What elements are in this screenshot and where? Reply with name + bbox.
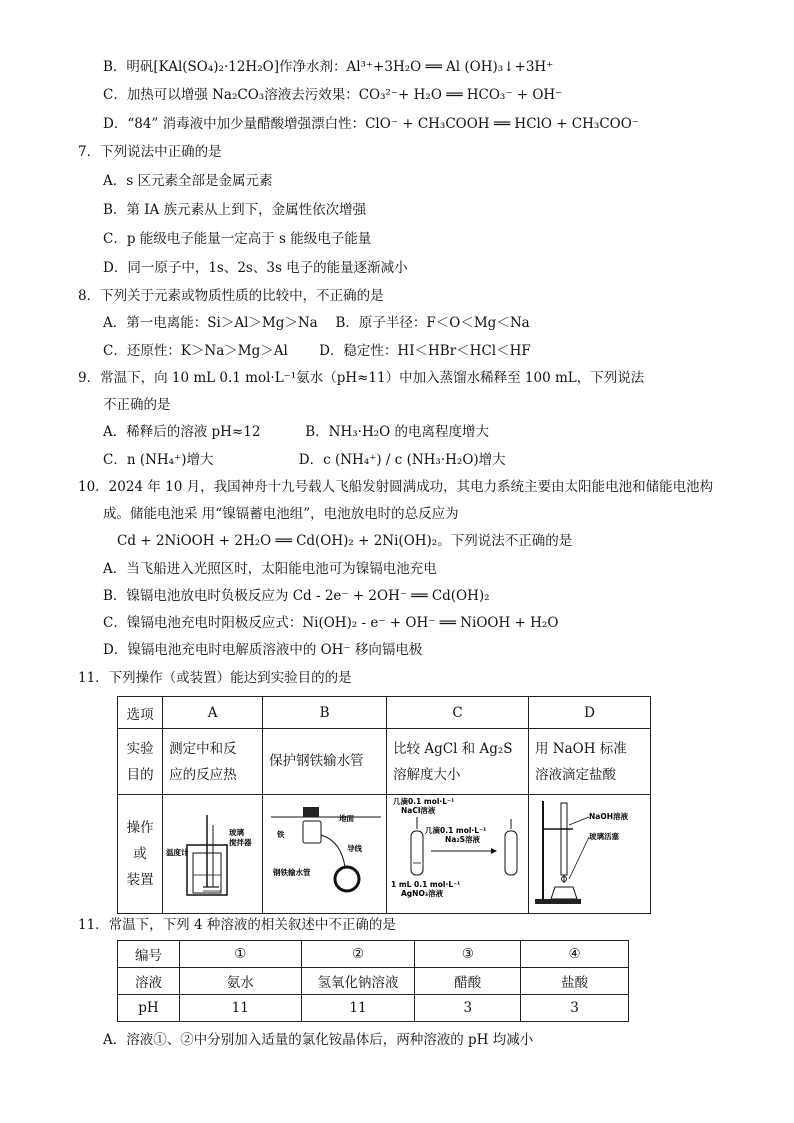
cell: 3 bbox=[415, 995, 521, 1022]
q11a-table bbox=[117, 696, 651, 914]
cell: 溶液 bbox=[118, 968, 180, 995]
naoh-label: NaOH溶液 bbox=[589, 812, 629, 821]
purpose-d-line1: 用 NaOH 标准 bbox=[535, 740, 627, 757]
ground-label: 地面 bbox=[339, 814, 355, 823]
cell: 醋酸 bbox=[415, 968, 521, 995]
cell: 11 bbox=[179, 995, 301, 1022]
header-option: 选项 bbox=[118, 697, 163, 729]
cell: ③ bbox=[415, 941, 521, 968]
q6-option-c: C．加热可以增强 Na₂CO₃溶液去污效果：CO₃²⁻+ H₂O ══ HCO₃⁻ + OH⁻ bbox=[103, 87, 563, 103]
na2s-label-2: Na₂S溶液 bbox=[445, 835, 481, 844]
purpose-label-2: 目的 bbox=[126, 766, 154, 783]
q10-option-d: D．镍镉电池充电时电解质溶液中的 OH⁻ 移向镉电极 bbox=[103, 642, 423, 658]
cell: ② bbox=[301, 941, 415, 968]
purpose-a-line1: 测定中和反 bbox=[169, 740, 237, 757]
q8-options-ab: A．第一电离能：Si＞Al＞Mg＞Na B．原子半径：F＜O＜Mg＜Na bbox=[103, 315, 530, 331]
figure-b-cell bbox=[263, 795, 387, 914]
thermometer-label: 温度计 bbox=[166, 848, 189, 857]
nacl-label-2: NaCl溶液 bbox=[401, 806, 436, 815]
q10-option-b: B．镍镉电池放电时负极反应为 Cd - 2e⁻ + 2OH⁻ ══ Cd(OH)₂ bbox=[103, 588, 490, 604]
figure-d-cell bbox=[529, 795, 651, 914]
operation-label bbox=[118, 795, 163, 914]
op-label-1: 操作 bbox=[126, 820, 154, 836]
q9-options-cd: C．n (NH₄⁺)增大 D．c (NH₄⁺) / c (NH₃·H₂O)增大 bbox=[103, 452, 506, 468]
q7-option-c: C．p 能级电子能量一定高于 s 能级电子能量 bbox=[103, 231, 372, 247]
purpose-label bbox=[118, 729, 163, 795]
q10-option-a: A．当飞船进入光照区时，太阳能电池可为镍镉电池充电 bbox=[103, 561, 437, 577]
stirrer-label-1: 玻璃 bbox=[229, 828, 245, 837]
q9-stem-line2: 不正确的是 bbox=[103, 397, 171, 413]
purpose-b: 保护钢铁输水管 bbox=[263, 729, 387, 795]
q8-stem: 8．下列关于元素或物质性质的比较中，不正确的是 bbox=[78, 288, 384, 304]
q6-option-b: B．明矾[KAl(SO₄)₂·12H₂O]作净水剂：Al³⁺+3H₂O ══ Al (OH)₃↓+3H⁺ bbox=[103, 59, 554, 75]
q11a-stem: 11．下列操作（或装置）能达到实验目的的是 bbox=[78, 670, 352, 686]
titration-figure bbox=[529, 795, 649, 909]
q11b-option-a: A．溶液①、②中分别加入适量的氯化铵晶体后，两种溶液的 pH 均减小 bbox=[103, 1032, 534, 1048]
cell: 3 bbox=[521, 995, 629, 1022]
q10-stem-line1: 10．2024 年 10 月，我国神舟十九号载人飞船发射圆满成功，其电力系统主要由太阳能电池和储能电池构 bbox=[78, 479, 714, 495]
q8-options-cd: C．还原性：K＞Na＞Mg＞Al D．稳定性：HI＜HBr＜HCl＜HF bbox=[103, 343, 531, 359]
purpose-c bbox=[387, 729, 529, 795]
header-c: C bbox=[387, 697, 529, 729]
purpose-a-line2: 应的反应热 bbox=[169, 766, 237, 783]
na2s-label-1: 几滴0.1 mol·L⁻¹ bbox=[425, 826, 487, 835]
cell: pH bbox=[118, 995, 180, 1022]
figure-c-cell bbox=[387, 795, 529, 914]
q7-option-a: A．s 区元素全部是金属元素 bbox=[103, 173, 273, 189]
q11b-table bbox=[117, 940, 629, 1022]
purpose-d bbox=[529, 729, 651, 795]
cell: 11 bbox=[301, 995, 415, 1022]
op-label-3: 装置 bbox=[126, 872, 154, 888]
q10-equation: Cd + 2NiOOH + 2H₂O ══ Cd(OH)₂ + 2Ni(OH)₂。下列说法不正确的是 bbox=[117, 533, 573, 549]
q11b-stem: 11．常温下，下列 4 种溶液的相关叙述中不正确的是 bbox=[78, 917, 396, 933]
q10-option-c: C．镍镉电池充电时阳极反应式：Ni(OH)₂ - e⁻ + OH⁻ ══ NiOOH + H₂O bbox=[103, 615, 559, 631]
cell: 盐酸 bbox=[521, 968, 629, 995]
stirrer-label-2: 搅拌器 bbox=[229, 838, 252, 847]
op-label-2: 或 bbox=[133, 846, 147, 862]
cell: ① bbox=[179, 941, 301, 968]
agno3-label-2: AgNO₃溶液 bbox=[401, 889, 444, 898]
q7-stem: 7．下列说法中正确的是 bbox=[78, 144, 222, 160]
header-b: B bbox=[263, 697, 387, 729]
agno3-label-1: 1 mL 0.1 mol·L⁻¹ bbox=[391, 880, 461, 889]
purpose-d-line2: 溶液滴定盐酸 bbox=[535, 766, 617, 783]
cell: ④ bbox=[521, 941, 629, 968]
figure-a-cell bbox=[163, 795, 263, 914]
q7-option-d: D．同一原子中，1s、2s、3s 电子的能量逐渐减小 bbox=[103, 260, 408, 276]
cell: 氨水 bbox=[179, 968, 301, 995]
nacl-label-1: 几滴0.1 mol·L⁻¹ bbox=[393, 797, 455, 806]
header-a: A bbox=[163, 697, 263, 729]
q9-stem-line1: 9．常温下，向 10 mL 0.1 mol·L⁻¹氨水（pH≈11）中加入蒸馏水稀释至 100 mL，下列说法 bbox=[78, 370, 645, 386]
cell: 氢氧化钠溶液 bbox=[301, 968, 415, 995]
purpose-label-1: 实验 bbox=[126, 740, 154, 757]
q6-option-d: D．“84” 消毒液中加少量醋酸增强漂白性：ClO⁻ + CH₃COOH ══ HClO + CH₃COO⁻ bbox=[103, 116, 639, 132]
purpose-a bbox=[163, 729, 263, 795]
purpose-c-line2: 溶解度大小 bbox=[393, 766, 461, 783]
metal-label: 铁 bbox=[277, 830, 285, 839]
precipitation-figure bbox=[387, 795, 527, 909]
purpose-c-line1: 比较 AgCl 和 Ag₂S bbox=[393, 740, 513, 757]
pipe-protection-figure bbox=[263, 795, 385, 909]
calorimeter-figure bbox=[163, 795, 261, 909]
q10-stem-line2: 成。储能电池采 用“镍镉蓄电池组”，电池放电时的总反应为 bbox=[103, 506, 459, 522]
wire-label: 导线 bbox=[347, 844, 363, 853]
stopcock-label: 玻璃活塞 bbox=[589, 832, 620, 841]
q9-options-ab: A．稀释后的溶液 pH≈12 B．NH₃·H₂O 的电离程度增大 bbox=[103, 424, 489, 440]
cell: 编号 bbox=[118, 941, 180, 968]
q7-option-b: B．第 IA 族元素从上到下，金属性依次增强 bbox=[103, 202, 367, 218]
pipe-label: 钢铁输水管 bbox=[273, 868, 311, 877]
header-d: D bbox=[529, 697, 651, 729]
